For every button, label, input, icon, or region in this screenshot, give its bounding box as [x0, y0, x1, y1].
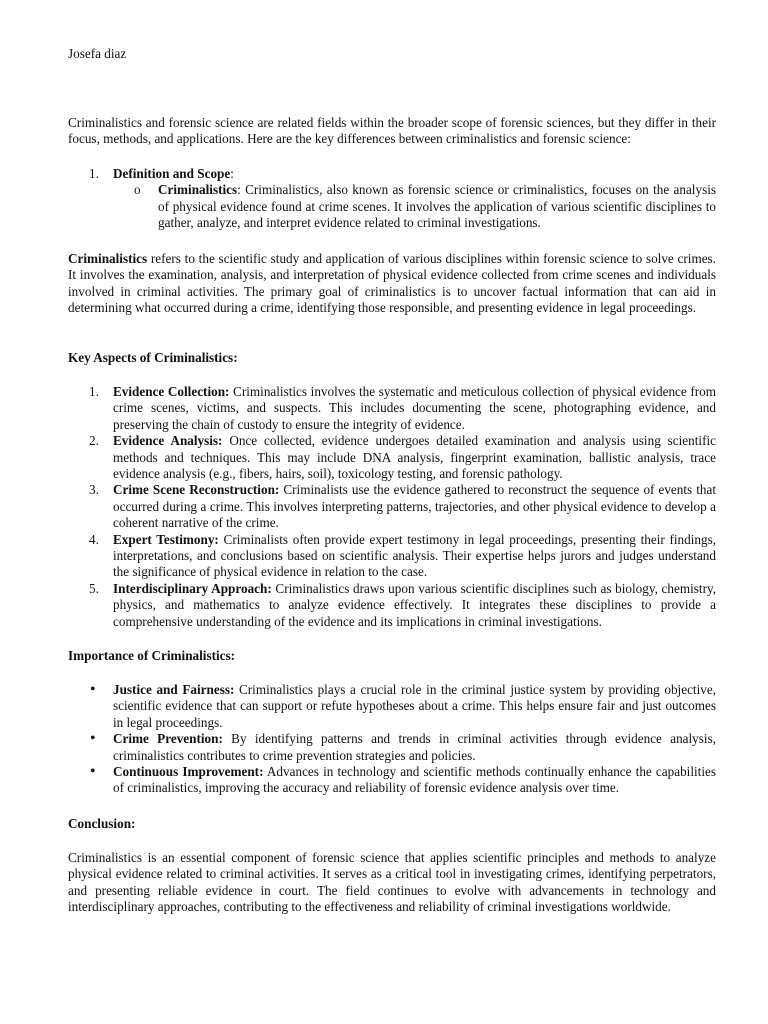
bullet-marker: •: [90, 681, 96, 698]
item-title: Continuous Improvement:: [113, 764, 264, 780]
definition-item: [68, 166, 716, 182]
list-item: [68, 764, 716, 797]
list-item: [68, 532, 716, 581]
sub-bullet-marker: o: [134, 182, 141, 198]
overview-text: refers to the scientific study and application of various disciplines within forensic science to solve crimes. It involves the examination, analysis, and interpretation of physical evidence collected from crime scenes and individuals involved in criminal activities. The primary goal of criminalistics is to uncover factual information that can aid in determining what occurred during a crime, identifying those responsible, and presenting evidence in legal proceedings.: [68, 251, 716, 316]
definition-colon: :: [230, 166, 234, 181]
overview-term: Criminalistics: [68, 251, 148, 266]
bullet-marker: •: [90, 730, 96, 748]
list-item: [68, 482, 716, 531]
subitem-title: Criminalistics: [158, 182, 238, 198]
list-number: 5.: [89, 580, 99, 596]
list-number: 4.: [89, 531, 99, 547]
intro-paragraph: Criminalistics and forensic science are related fields within the broader scope of forensic sciences, but they differ in their focus, methods, and applications. Here are the key differences between criminalistics and forensic science:: [68, 115, 716, 147]
list-item: [68, 581, 716, 630]
item-title: Justice and Fairness:: [113, 682, 235, 697]
item-title: Interdisciplinary Approach:: [113, 580, 272, 596]
bullet-marker: •: [90, 763, 96, 781]
item-title: Evidence Collection:: [113, 384, 230, 399]
item-title: Expert Testimony:: [113, 531, 219, 547]
list-item: [68, 682, 716, 731]
definition-list: [68, 166, 716, 232]
item-text: Criminalistics plays a crucial role in the criminal justice system by providing objective, scientific evidence that can support or refute hypotheses about a crime. This helps ensure fair and just outcomes in legal proceedings.: [113, 682, 716, 730]
item-title: Crime Scene Reconstruction:: [113, 482, 280, 498]
importance-list: [68, 682, 716, 797]
item-text: Once collected, evidence undergoes detailed examination and analysis using scientific methods and techniques. This may include DNA analysis, fingerprint examination, ballistic analysis, trace evidence analysis (e.g., fibers, hairs, soil), toxicology testing, and forensic pathology.: [113, 433, 716, 482]
list-item: [68, 731, 716, 764]
item-text: Criminalistics draws upon various scientific disciplines such as biology, chemistry, physics, and mathematics to analyze evidence effectively. It integrates these disciplines to provide a comprehensive understanding of the evidence and its implications in criminal investigations.: [113, 580, 716, 629]
key-aspects-heading: Key Aspects of Criminalistics:: [68, 350, 238, 365]
key-aspects-list: [68, 384, 716, 630]
subitem-text: : Criminalistics, also known as forensic science or criminalistics, focuses on the analysis of physical evidence found at crime scenes. It involves the application of various scientific disciplines to gather, analyze, and interpret evidence related to criminal investigations.: [158, 182, 716, 231]
conclusion-paragraph: Criminalistics is an essential component of forensic science that applies scientific principles and methods to analyze physical evidence related to criminal activities. It serves as a critical tool in investigating crimes, identifying perpetrators, and presenting reliable evidence in court. The field continues to evolve with advancements in technology and interdisciplinary approaches, contributing to the effectiveness and reliability of criminal investigations worldwide.: [68, 850, 716, 915]
item-title: Crime Prevention:: [113, 731, 223, 747]
list-number: 3.: [89, 482, 99, 498]
overview-paragraph: [68, 251, 716, 317]
item-text: Advances in technology and scientific methods continually enhance the capabilities of criminalistics, improving the accuracy and reliability of forensic evidence analysis over time.: [113, 764, 716, 796]
item-text: Criminalistics involves the systematic and meticulous collection of physical evidence from crime scenes, victims, and suspects. This includes documenting the scene, photographing evidence, and preserving the chain of custody to ensure the integrity of evidence.: [113, 384, 717, 432]
importance-heading: Importance of Criminalistics:: [68, 648, 236, 663]
list-number: 1.: [89, 166, 99, 181]
conclusion-heading: Conclusion:: [68, 816, 136, 831]
list-number: 2.: [89, 433, 99, 449]
definition-title: Definition and Scope: [113, 166, 231, 181]
item-text: By identifying patterns and trends in criminal activities through evidence analysis, criminalistics contributes to crime prevention strategies and policies.: [113, 731, 716, 763]
item-text: Criminalists use the evidence gathered to reconstruct the sequence of events that occurred during a crime. This involves interpreting patterns, trajectories, and other physical evidence to develop a coherent narrative of the crime.: [113, 482, 716, 531]
list-item: [68, 384, 716, 433]
list-number: 1.: [89, 384, 99, 399]
author-name: Josefa diaz: [68, 46, 127, 61]
item-title: Evidence Analysis:: [113, 433, 223, 449]
list-item: [68, 433, 716, 482]
definition-subitem: [68, 182, 716, 231]
item-text: Criminalists often provide expert testimony in legal proceedings, presenting their findings, interpretations, and conclusions based on scientific analysis. Their expertise helps jurors and judges understand the significance of physical evidence in relation to the case.: [113, 531, 717, 580]
